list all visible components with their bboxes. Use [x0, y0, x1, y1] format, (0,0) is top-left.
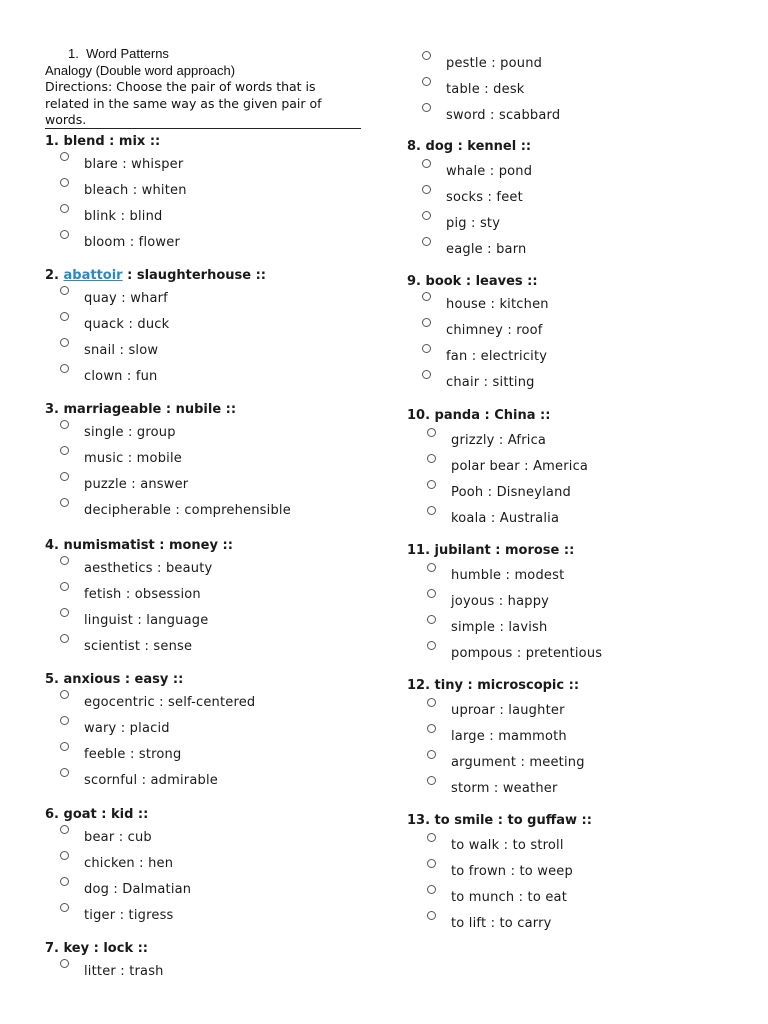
option-label: uproar : laughter — [451, 703, 565, 718]
option-label: feeble : strong — [84, 747, 182, 762]
option-4a[interactable] — [45, 556, 233, 582]
radio-button[interactable] — [60, 959, 69, 968]
question-10 — [407, 408, 589, 532]
question-title: 1. blend : mix :: — [45, 134, 161, 149]
option-13c[interactable] — [407, 885, 592, 911]
option-label: whale : pond — [446, 164, 533, 179]
question-13 — [407, 813, 592, 937]
option-label: storm : weather — [451, 781, 558, 796]
header-divider — [45, 128, 361, 129]
radio-button[interactable] — [427, 833, 436, 842]
option-label: quack : duck — [84, 317, 170, 332]
option-label: to munch : to eat — [451, 890, 568, 905]
radio-button[interactable] — [60, 716, 69, 725]
radio-button[interactable] — [427, 563, 436, 572]
radio-button[interactable] — [60, 178, 69, 187]
radio-button[interactable] — [422, 51, 431, 60]
radio-button[interactable] — [422, 370, 431, 379]
radio-button[interactable] — [427, 750, 436, 759]
option-label: fetish : obsession — [84, 587, 201, 602]
option-label: snail : slow — [84, 343, 159, 358]
radio-button[interactable] — [422, 211, 431, 220]
option-label: socks : feet — [446, 190, 523, 205]
option-1a[interactable] — [45, 152, 184, 178]
option-12b[interactable] — [407, 724, 579, 750]
question-title: 4. numismatist : money :: — [45, 538, 233, 553]
option-6c[interactable] — [45, 877, 192, 903]
radio-button[interactable] — [422, 159, 431, 168]
radio-button[interactable] — [60, 742, 69, 751]
radio-button[interactable] — [60, 768, 69, 777]
option-label: music : mobile — [84, 451, 182, 466]
option-label: bloom : flower — [84, 235, 180, 250]
radio-button[interactable] — [427, 589, 436, 598]
option-2d[interactable] — [45, 364, 266, 390]
section-number: 1. — [68, 46, 79, 61]
option-label: blink : blind — [84, 209, 163, 224]
option-1d[interactable] — [45, 230, 180, 256]
option-4d[interactable] — [45, 634, 233, 660]
radio-button[interactable] — [60, 877, 69, 886]
option-label: scientist : sense — [84, 639, 193, 654]
option-label: decipherable : comprehensible — [84, 503, 291, 518]
option-10a[interactable] — [407, 428, 550, 454]
radio-button[interactable] — [60, 152, 69, 161]
option-label: egocentric : self-centered — [84, 695, 256, 710]
question-title: 12. tiny : microscopic :: — [407, 678, 580, 693]
option-label: bleach : whiten — [84, 183, 187, 198]
radio-button[interactable] — [60, 420, 69, 429]
radio-button[interactable] — [60, 204, 69, 213]
option-label: polar bear : America — [451, 459, 589, 474]
option-label: wary : placid — [84, 721, 170, 736]
radio-button[interactable] — [60, 286, 69, 295]
radio-button[interactable] — [60, 230, 69, 239]
radio-button[interactable] — [427, 859, 436, 868]
question-9 — [407, 274, 549, 396]
option-label: eagle : barn — [446, 242, 527, 257]
option-label: argument : meeting — [451, 755, 585, 770]
radio-button[interactable] — [422, 292, 431, 301]
radio-button[interactable] — [422, 185, 431, 194]
radio-button[interactable] — [422, 344, 431, 353]
option-label: pestle : pound — [446, 56, 543, 71]
option-4b[interactable] — [45, 582, 233, 608]
option-label: chimney : roof — [446, 323, 543, 338]
question-7 — [45, 941, 164, 985]
option-2a[interactable] — [45, 286, 266, 312]
option-13d[interactable] — [407, 911, 592, 937]
option-11a[interactable] — [407, 563, 574, 589]
option-label: koala : Australia — [451, 511, 560, 526]
radio-button[interactable] — [427, 698, 436, 707]
option-label: puzzle : answer — [84, 477, 189, 492]
option-9d[interactable] — [407, 370, 538, 396]
question-title: 5. anxious : easy :: — [45, 672, 184, 687]
option-label: pompous : pretentious — [451, 646, 603, 661]
option-5b[interactable] — [45, 716, 183, 742]
section-title: Word Patterns — [86, 46, 169, 61]
option-label: dog : Dalmatian — [84, 882, 192, 897]
option-label: joyous : happy — [451, 594, 550, 609]
radio-button[interactable] — [427, 885, 436, 894]
option-11d[interactable] — [407, 641, 603, 667]
option-7a[interactable] — [45, 959, 164, 985]
option-label: single : group — [84, 425, 176, 440]
question-11 — [407, 543, 603, 667]
radio-button[interactable] — [427, 615, 436, 624]
abattoir-link[interactable]: abattoir — [63, 268, 123, 283]
radio-button[interactable] — [60, 851, 69, 860]
option-label: chair : sitting — [446, 375, 535, 390]
question-1 — [45, 134, 187, 256]
radio-button[interactable] — [422, 318, 431, 327]
option-label: to walk : to stroll — [451, 838, 564, 853]
option-label: blare : whisper — [84, 157, 184, 172]
option-1c[interactable] — [45, 204, 163, 230]
option-label: scornful : admirable — [84, 773, 218, 788]
radio-button[interactable] — [427, 724, 436, 733]
option-label: to lift : to carry — [451, 916, 552, 931]
radio-button[interactable] — [427, 480, 436, 489]
radio-button[interactable] — [60, 446, 69, 455]
radio-button[interactable] — [60, 338, 69, 347]
option-label: linguist : language — [84, 613, 209, 628]
option-11c[interactable] — [407, 615, 574, 641]
radio-button[interactable] — [60, 472, 69, 481]
option-6b[interactable] — [45, 851, 174, 877]
option-10c[interactable] — [407, 480, 571, 506]
option-label: fan : electricity — [446, 349, 548, 364]
option-1b[interactable] — [45, 178, 187, 204]
option-label: bear : cub — [84, 830, 152, 845]
option-5c[interactable] — [45, 742, 183, 768]
radio-button[interactable] — [427, 641, 436, 650]
section-heading — [45, 46, 363, 63]
question-prefix: 2. — [45, 268, 64, 283]
radio-button[interactable] — [60, 634, 69, 643]
option-6d[interactable] — [45, 903, 174, 929]
question-12 — [407, 678, 585, 802]
question-title: 8. dog : kennel :: — [407, 139, 532, 154]
radio-button[interactable] — [60, 903, 69, 912]
option-8b[interactable] — [407, 185, 531, 211]
option-9a[interactable] — [407, 292, 549, 318]
option-label: to frown : to weep — [451, 864, 573, 879]
question-title: 13. to smile : to guffaw :: — [407, 813, 592, 828]
option-label: aesthetics : beauty — [84, 561, 213, 576]
option-8c[interactable] — [407, 211, 531, 237]
option-2b[interactable] — [45, 312, 266, 338]
option-label: Pooh : Disneyland — [451, 485, 571, 500]
radio-button[interactable] — [60, 556, 69, 565]
option-label: litter : trash — [84, 964, 164, 979]
worksheet-header — [45, 46, 363, 129]
option-13b[interactable] — [407, 859, 592, 885]
option-12a[interactable] — [407, 698, 579, 724]
question-title: 9. book : leaves :: — [407, 274, 538, 289]
option-3d[interactable] — [45, 498, 291, 524]
question-6 — [45, 807, 192, 929]
option-12d[interactable] — [407, 776, 579, 802]
question-title: 6. goat : kid :: — [45, 807, 149, 822]
option-label: humble : modest — [451, 568, 565, 583]
option-13a[interactable] — [407, 833, 592, 859]
option-label: tiger : tigress — [84, 908, 174, 923]
question-title — [45, 268, 266, 284]
radio-button[interactable] — [427, 911, 436, 920]
option-label: clown : fun — [84, 369, 158, 384]
option-label: large : mammoth — [451, 729, 567, 744]
question-suffix: : slaughterhouse :: — [122, 268, 266, 283]
radio-button[interactable] — [60, 312, 69, 321]
option-9b[interactable] — [407, 318, 543, 344]
radio-button[interactable] — [60, 608, 69, 617]
option-label: grizzly : Africa — [451, 433, 547, 448]
question-title: 11. jubilant : morose :: — [407, 543, 575, 558]
question-5 — [45, 672, 256, 794]
radio-button[interactable] — [422, 77, 431, 86]
option-8d[interactable] — [407, 237, 531, 263]
question-4 — [45, 538, 233, 660]
radio-button[interactable] — [60, 498, 69, 507]
radio-button[interactable] — [60, 582, 69, 591]
option-label: pig : sty — [446, 216, 501, 231]
option-11b[interactable] — [407, 589, 574, 615]
option-9c[interactable] — [407, 344, 548, 370]
radio-button[interactable] — [422, 103, 431, 112]
option-10b[interactable] — [407, 454, 589, 480]
question-title: 7. key : lock :: — [45, 941, 149, 956]
option-label: quay : wharf — [84, 291, 168, 306]
option-label: simple : lavish — [451, 620, 548, 635]
radio-button[interactable] — [60, 690, 69, 699]
option-3c[interactable] — [45, 472, 236, 498]
option-6a[interactable] — [45, 825, 152, 851]
option-2c[interactable] — [45, 338, 266, 364]
radio-button[interactable] — [427, 428, 436, 437]
question-title: 3. marriageable : nubile :: — [45, 402, 237, 417]
question-2 — [45, 268, 266, 390]
option-12c[interactable] — [407, 750, 585, 776]
radio-button[interactable] — [60, 364, 69, 373]
option-3a[interactable] — [45, 420, 236, 446]
option-5a[interactable] — [45, 690, 256, 716]
radio-button[interactable] — [422, 237, 431, 246]
option-3b[interactable] — [45, 446, 236, 472]
radio-button[interactable] — [60, 825, 69, 834]
option-label: table : desk — [446, 82, 525, 97]
radio-button[interactable] — [427, 506, 436, 515]
option-10d[interactable] — [407, 506, 560, 532]
radio-button[interactable] — [427, 454, 436, 463]
option-5d[interactable] — [45, 768, 218, 794]
option-label: house : kitchen — [446, 297, 549, 312]
question-3 — [45, 402, 291, 524]
option-label: chicken : hen — [84, 856, 174, 871]
option-4c[interactable] — [45, 608, 233, 634]
option-8a[interactable] — [407, 159, 531, 185]
directions-text: Directions: Choose the pair of words that is related in the same way as the given pair of words. — [45, 79, 322, 127]
radio-button[interactable] — [427, 776, 436, 785]
option-label: sword : scabbard — [446, 108, 561, 123]
question-8 — [407, 139, 531, 263]
section-subtitle: Analogy (Double word approach) — [45, 62, 236, 78]
question-title: 10. panda : China :: — [407, 408, 551, 423]
